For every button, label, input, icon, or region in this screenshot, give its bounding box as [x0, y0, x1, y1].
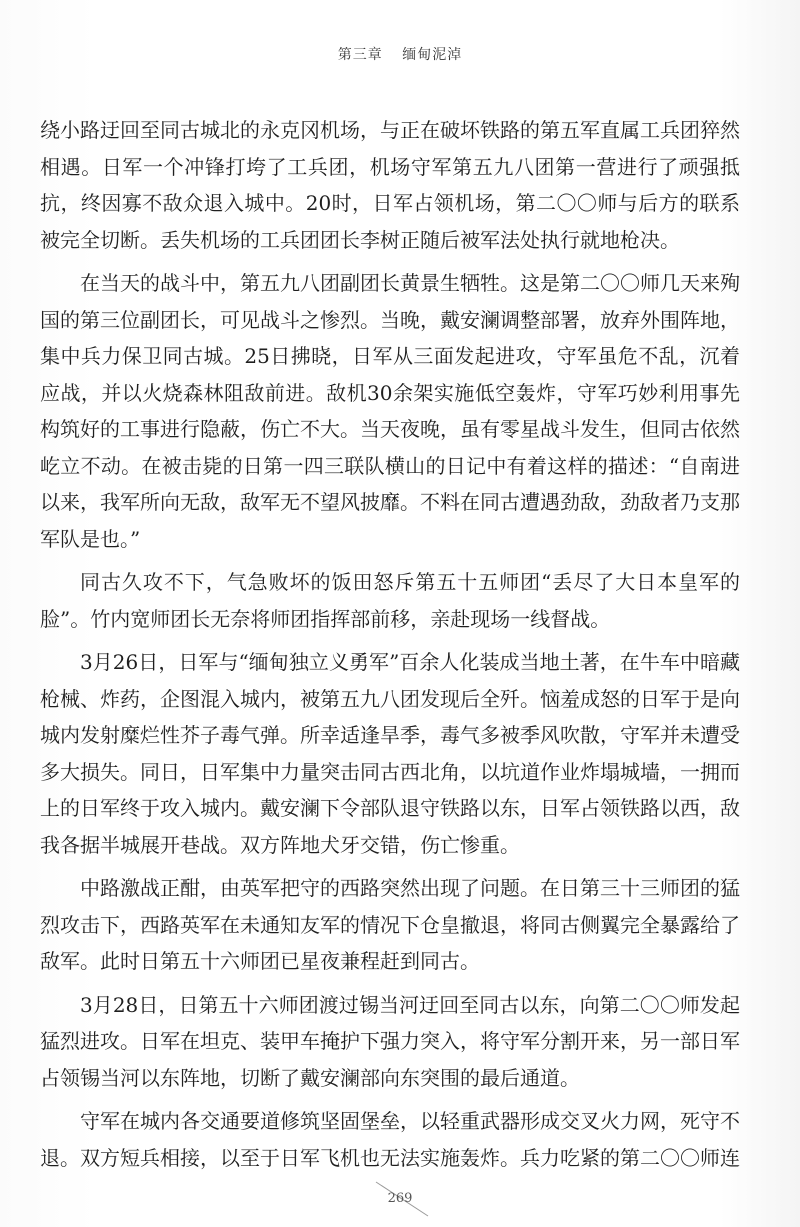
paragraph-3: 同古久攻不下，气急败坏的饭田怒斥第五十五师团“丢尽了大日本皇军的脸”。竹内宽师团长无奈将师团指挥部前移，亲赴现场一线督战。	[40, 570, 740, 631]
chapter-title: 缅甸泥淖	[402, 47, 463, 63]
page-number: 269	[387, 1191, 413, 1206]
body-text	[40, 112, 740, 1183]
paragraph-6: 3月28日，日第五十六师团渡过锡当河迂回至同古以东，向第二〇〇师发起猛烈进攻。日军在坦克、装甲车掩护下强力突入，将守军分割开来，另一部日军占领锡当河以东阵地，切断了戴安澜部向东突围的最后通道。	[40, 992, 740, 1090]
paragraph-7: 守军在城内各交通要道修筑坚固堡垒，以轻重武器形成交叉火力网，死守不退。双方短兵相接，以至于日军飞机也无法实施轰炸。兵力吃紧的第二〇〇师连	[40, 1109, 740, 1170]
paragraph-5: 中路激战正酣，由英军把守的西路突然出现了问题。在日第三十三师团的猛烈攻击下，西路英军在未通知友军的情况下仓皇撤退，将同古侧翼完全暴露给了敌军。此时日第五十六师团已星夜兼程赶到同古。	[40, 876, 740, 973]
chapter-label: 第三章	[337, 47, 383, 63]
paragraph-4: 3月26日，日军与“缅甸独立义勇军”百余人化装成当地土著，在牛车中暗藏枪械、炸药，企图混入城内，被第五九八团发现后全歼。恼羞成怒的日军于是向城内发射糜烂性芥子毒气弹。所幸适逢旱季，毒气多被季风吹散，守军并未遭受多大损失。同日，日军集中力量突击同古西北角，以坑道作业炸塌城墙，一拥而上的日军终于攻入城内。戴安澜下令部队退守铁路以东，日军占领铁路以西，敌我各据半城展开巷战。双方阵地犬牙交错，伤亡惨重。	[40, 650, 740, 857]
paragraph-2: 在当天的战斗中，第五九八团副团长黄景生牺牲。这是第二〇〇师几天来殉国的第三位副团长，可见战斗之惨烈。当晚，戴安澜调整部署，放弃外围阵地，集中兵力保卫同古城。25日拂晓，日军从三面发起进攻，守军虽危不乱，沉着应战，并以火烧森林阻敌前进。敌机30余架实施低空轰炸，守军巧妙利用事先构筑好的工事进行隐蔽，伤亡不大。当天夜晚，虽有零星战斗发生，但同古依然屹立不动。在被击毙的日第一四三联队横山的日记中有着这样的描述：“自南进以来，我军所向无敌，敌军无不望风披靡。不料在同古遭遇劲敌，劲敌者乃支那军队是也。”	[40, 271, 740, 551]
paragraph-1: 绕小路迂回至同古城北的永克冈机场，与正在破坏铁路的第五军直属工兵团猝然相遇。日军一个冲锋打垮了工兵团，机场守军第五九八团第一营进行了顽强抵抗，终因寡不敌众退入城中。20时，日军占领机场，第二〇〇师与后方的联系被完全切断。丢失机场的工兵团团长李树正随后被军法处执行就地枪决。	[40, 118, 740, 252]
running-header	[0, 44, 800, 64]
